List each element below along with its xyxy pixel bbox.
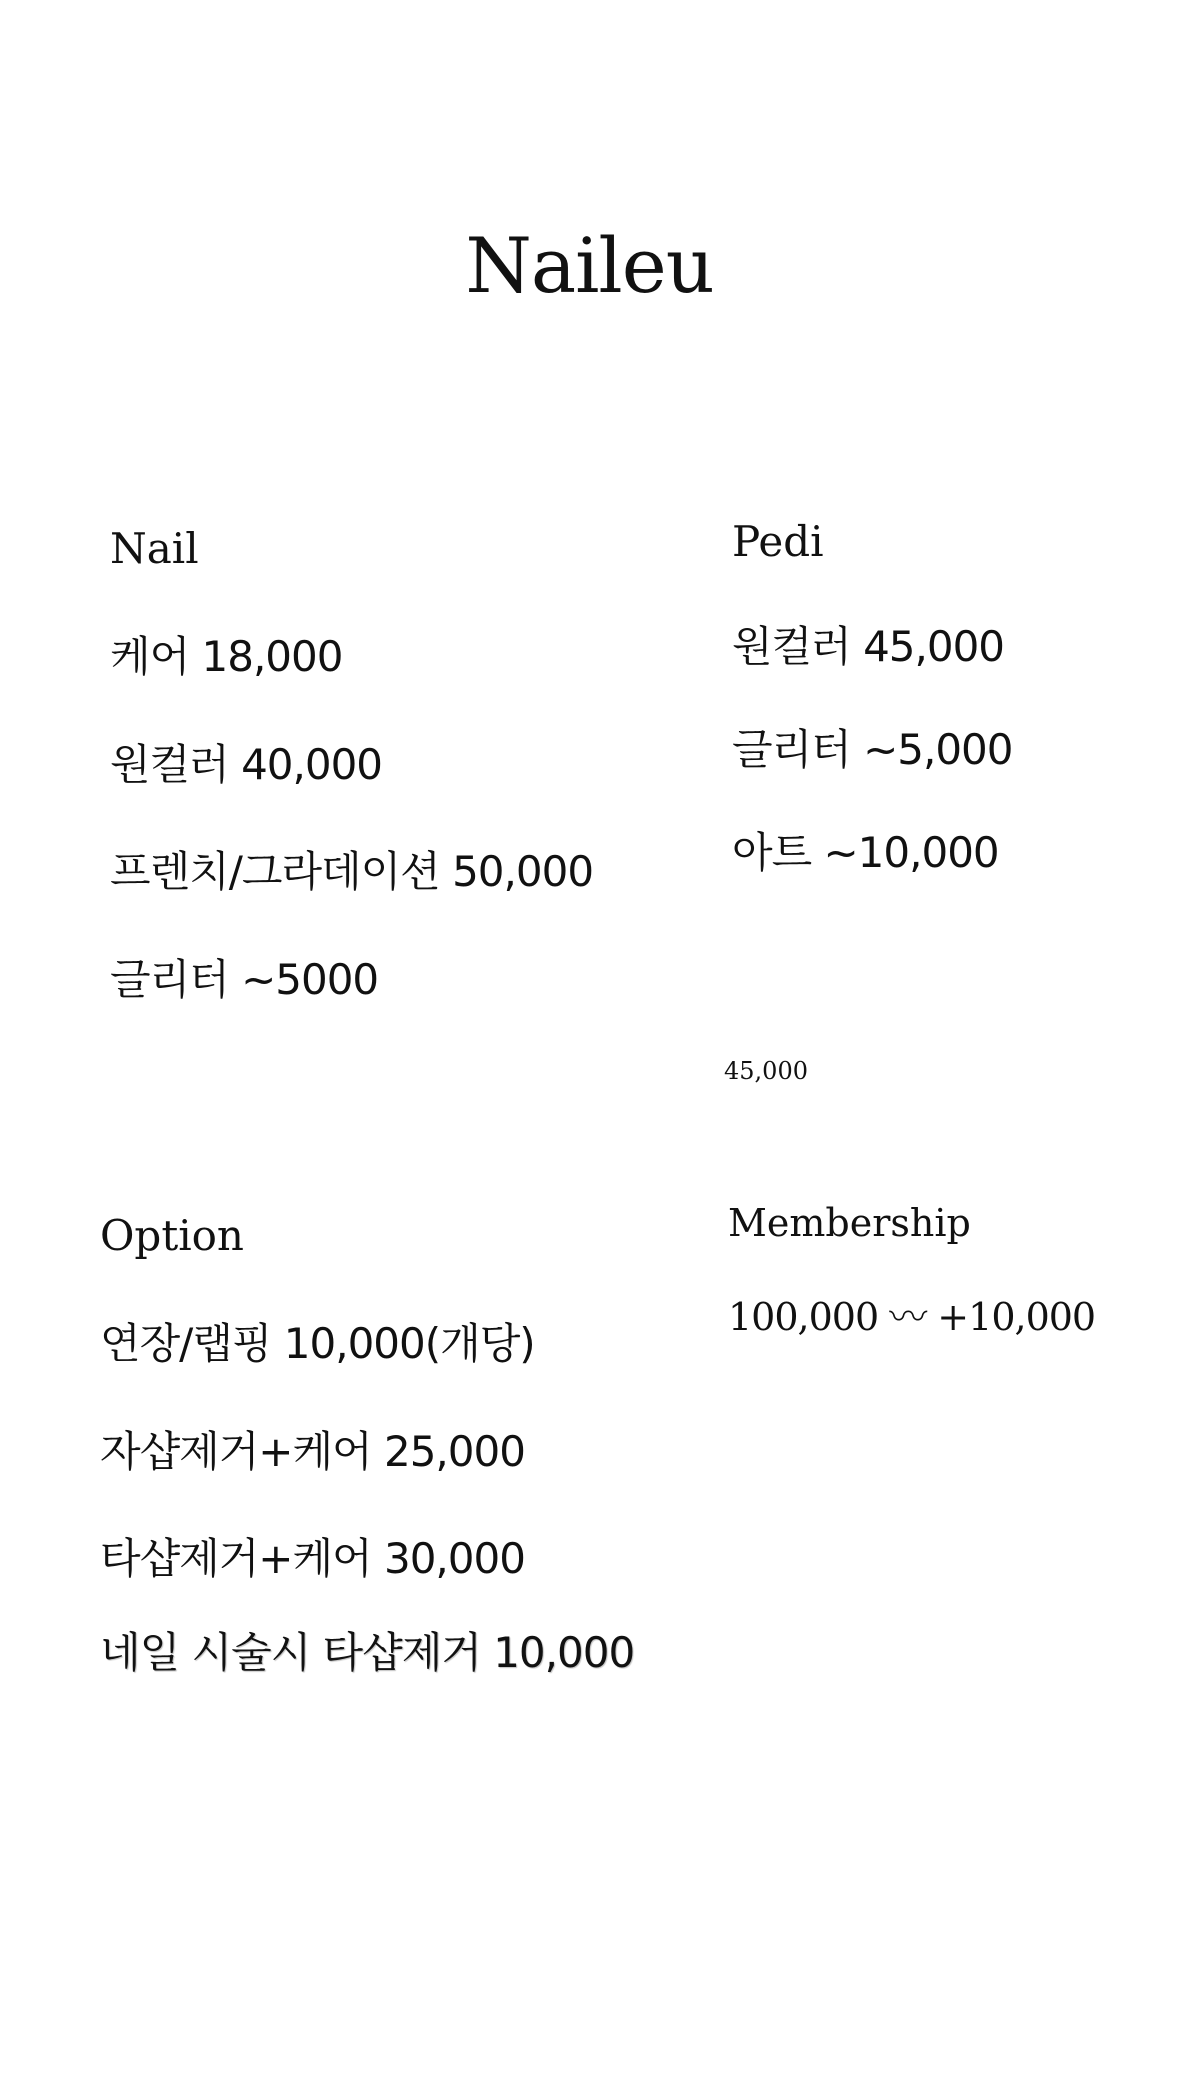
option-item-own-removal: 자샵제거+케어 25,000: [100, 1427, 525, 1476]
pedi-heading: Pedi: [732, 517, 824, 566]
membership-value: 100,000 〰 +10,000: [728, 1295, 1096, 1339]
nail-item-one-color: 원컬러 40,000: [110, 740, 383, 789]
membership-section: [728, 1201, 971, 1245]
option-section: [100, 1211, 244, 1260]
membership-heading: Membership: [728, 1201, 971, 1245]
option-item-extension: 연장/랩핑 10,000(개당): [100, 1319, 535, 1368]
pedi-section: [732, 517, 824, 566]
pedi-item-glitter: 글리터 ~5,000: [732, 725, 1013, 774]
pedi-note-price: 45,000: [724, 1057, 808, 1085]
option-item-removal-during-service: 네일 시술시 타샵제거 10,000: [100, 1628, 635, 1677]
option-heading: Option: [100, 1211, 244, 1260]
nail-item-care: 케어 18,000: [110, 632, 343, 681]
nail-section: [110, 524, 199, 573]
option-item-other-removal: 타샵제거+케어 30,000: [100, 1534, 525, 1583]
pedi-item-one-color: 원컬러 45,000: [732, 622, 1005, 671]
pedi-item-art: 아트 ~10,000: [732, 828, 999, 877]
nail-item-french-gradation: 프렌치/그라데이션 50,000: [110, 847, 594, 896]
nail-heading: Nail: [110, 524, 199, 573]
nail-item-glitter: 글리터 ~5000: [110, 955, 379, 1004]
shop-title: Naileu: [465, 221, 714, 310]
